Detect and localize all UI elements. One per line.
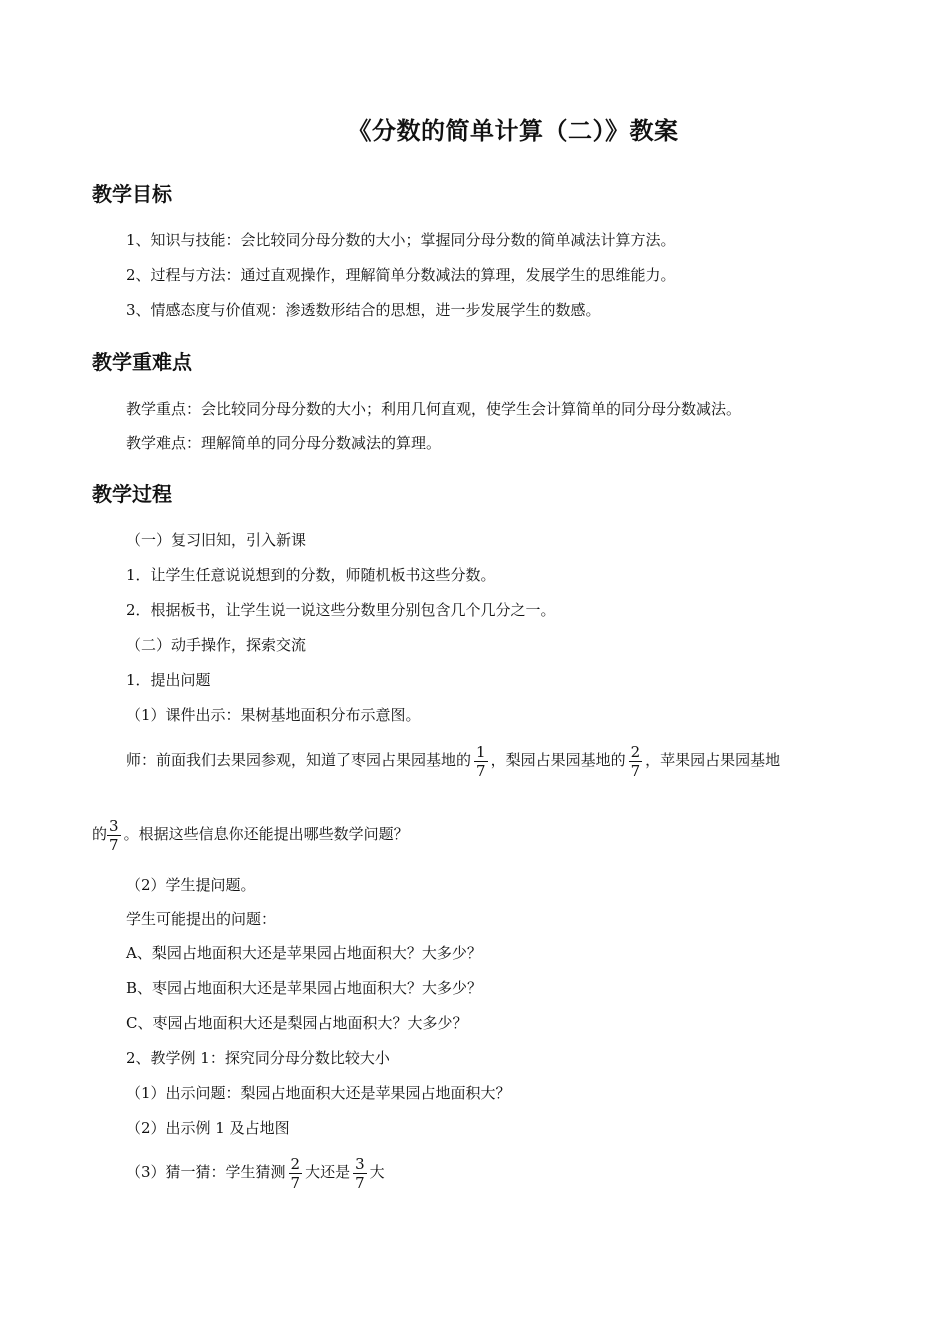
question-item: A、梨园占地面积大还是苹果园占地面积大？大多少？ bbox=[126, 944, 482, 962]
process-line: （1）出示问题：梨园占地面积大还是苹果园占地面积大？ bbox=[126, 1084, 511, 1102]
goal-item: 3、情感态度与价值观：渗透数形结合的思想，进一步发展学生的数感。 bbox=[126, 301, 601, 319]
fraction bbox=[474, 743, 488, 780]
process-line: （1）课件出示：果树基地面积分布示意图。 bbox=[126, 706, 421, 724]
fraction-denominator: 7 bbox=[290, 1173, 301, 1192]
guess-text: （3）猜一猜：学生猜测 bbox=[126, 1163, 286, 1181]
heading-goals: 教学目标 bbox=[92, 182, 172, 206]
fraction-numerator: 2 bbox=[290, 1154, 301, 1173]
goal-item: 1、知识与技能：会比较同分母分数的大小；掌握同分母分数的简单减法计算方法。 bbox=[126, 231, 676, 249]
fraction-numerator: 2 bbox=[630, 742, 641, 761]
teacher-text: 师：前面我们去果园参观，知道了枣园占果园基地的 bbox=[126, 751, 472, 769]
question-item: C、枣园占地面积大还是梨园占地面积大？大多少？ bbox=[126, 1014, 468, 1032]
fraction bbox=[353, 1155, 367, 1192]
fraction-denominator: 7 bbox=[630, 761, 641, 780]
guess-line bbox=[126, 1152, 385, 1192]
goal-item: 2、过程与方法：通过直观操作，理解简单分数减法的算理，发展学生的思维能力。 bbox=[126, 266, 676, 284]
process-line: 1．让学生任意说说想到的分数，师随机板书这些分数。 bbox=[126, 566, 496, 584]
teacher-text: 。根据这些信息你还能提出哪些数学问题？ bbox=[123, 825, 409, 843]
heading-key-points: 教学重难点 bbox=[92, 350, 192, 374]
teacher-text: ，梨园占果园基地的 bbox=[490, 751, 626, 769]
fraction-denominator: 7 bbox=[476, 761, 486, 780]
fraction-numerator: 1 bbox=[476, 742, 486, 761]
guess-text: 大还是 bbox=[305, 1163, 351, 1181]
key-point-item: 教学重点：会比较同分母分数的大小；利用几何直观，使学生会计算简单的同分母分数减法。 bbox=[126, 400, 742, 418]
fraction bbox=[107, 817, 121, 854]
process-line: （2）出示例 1 及占地图 bbox=[126, 1119, 290, 1137]
teacher-line-continued bbox=[92, 814, 409, 854]
question-item: B、枣园占地面积大还是苹果园占地面积大？大多少？ bbox=[126, 979, 483, 997]
heading-process: 教学过程 bbox=[92, 482, 172, 506]
fraction bbox=[289, 1155, 303, 1192]
process-line: 2、教学例 1：探究同分母分数比较大小 bbox=[126, 1049, 390, 1067]
teacher-line bbox=[126, 740, 780, 780]
teacher-text: 的 bbox=[92, 825, 108, 843]
fraction-denominator: 7 bbox=[109, 835, 119, 854]
process-line: （2）学生提问题。 bbox=[126, 876, 256, 894]
process-line: 2．根据板书，让学生说一说这些分数里分别包含几个几分之一。 bbox=[126, 601, 556, 619]
document-title: 《分数的简单计算（二）》教案 bbox=[347, 117, 679, 145]
fraction-numerator: 3 bbox=[109, 816, 119, 835]
key-point-item: 教学难点：理解简单的同分母分数减法的算理。 bbox=[126, 434, 442, 452]
guess-text: 大 bbox=[369, 1163, 385, 1181]
process-line: （一）复习旧知，引入新课 bbox=[126, 531, 307, 549]
fraction bbox=[629, 743, 643, 780]
teacher-text: ，苹果园占果园基地 bbox=[645, 751, 781, 769]
process-line: 1．提出问题 bbox=[126, 671, 211, 689]
process-line: 学生可能提出的问题： bbox=[126, 910, 277, 928]
fraction-numerator: 3 bbox=[355, 1154, 365, 1173]
process-line: （二）动手操作，探索交流 bbox=[126, 636, 307, 654]
fraction-denominator: 7 bbox=[355, 1173, 365, 1192]
